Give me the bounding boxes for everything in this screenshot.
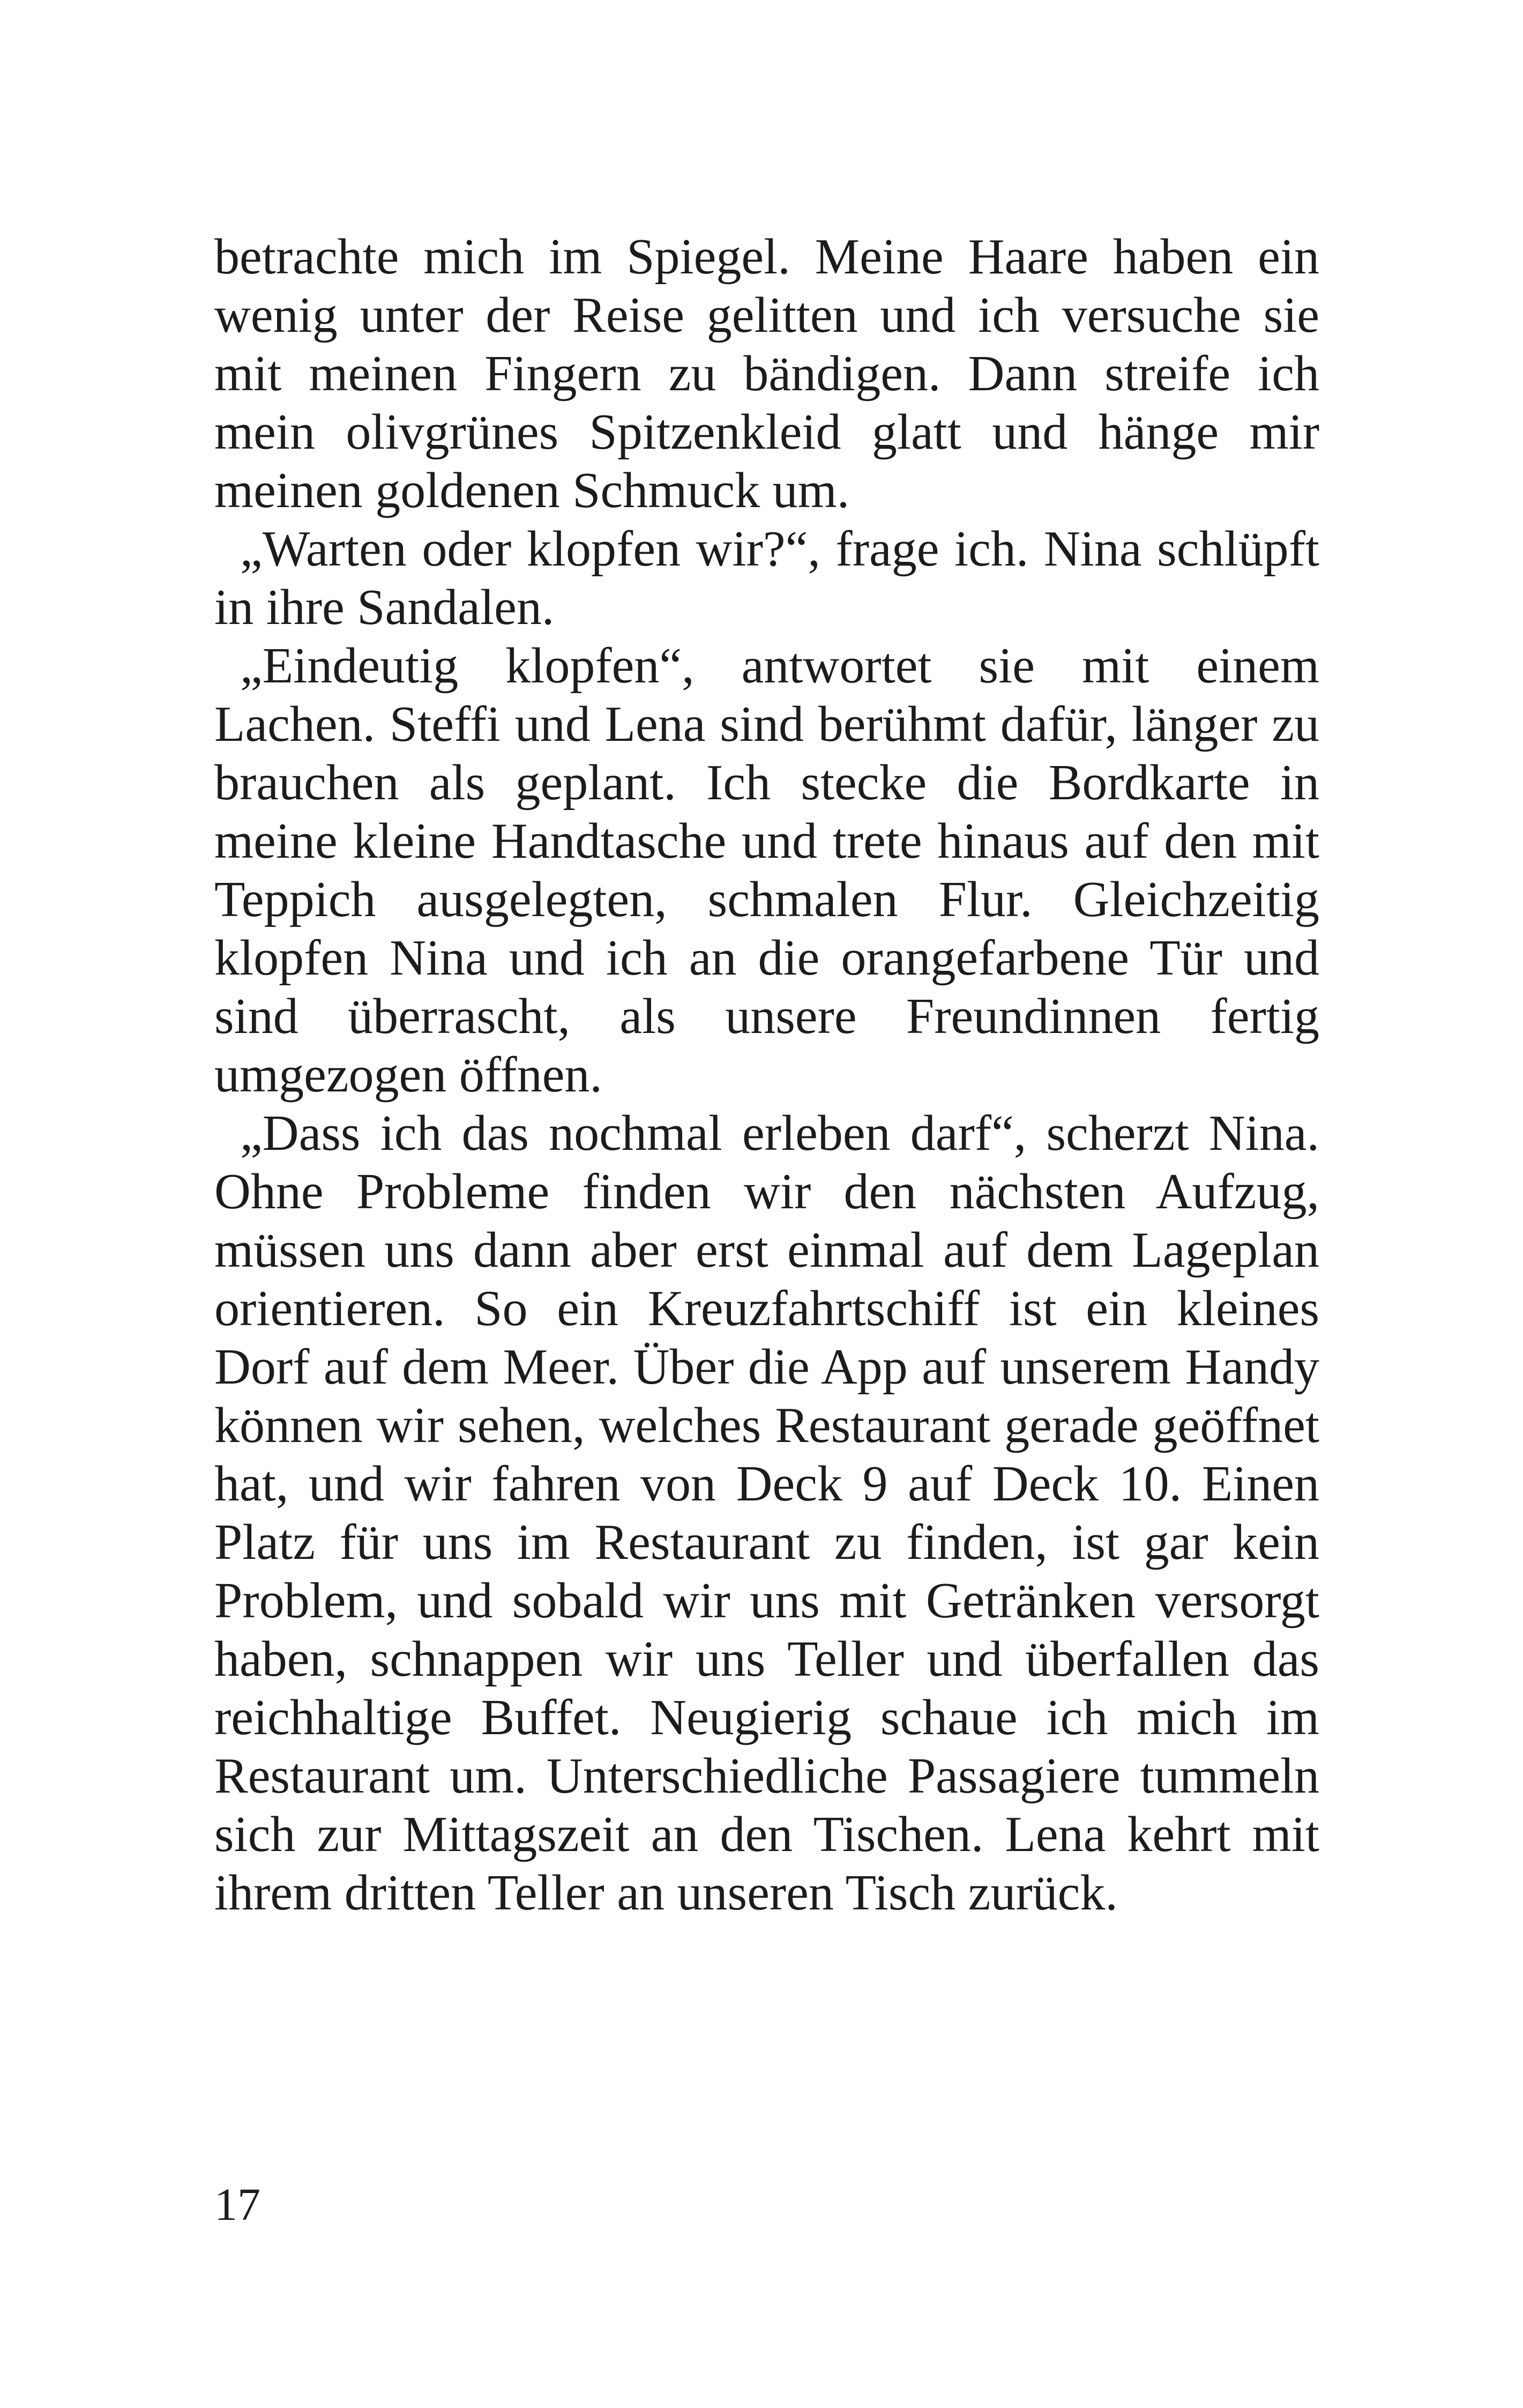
page-number: 17 bbox=[214, 2179, 260, 2230]
paragraph-continuation: betrachte mich im Spiegel. Meine Haare haben ein wenig unter der Reise gelitten und ich versuche sie mit meinen Fingern zu bändigen. Dann streife ich mein olivgrünes Spitzenkleid glatt und hänge mir meinen goldenen Schmuck um. bbox=[214, 229, 1319, 518]
paragraph-dialogue-warten: „Warten oder klopfen wir?“, frage ich. Nina schlüpft in ihre Sandalen. bbox=[214, 521, 1319, 635]
body-text bbox=[214, 228, 1319, 1922]
paragraph-dialogue-eindeutig: „Eindeutig klopfen“, antwortet sie mit einem Lachen. Steffi und Lena sind berühmt dafür, länger zu brauchen als geplant. Ich stecke die Bordkarte in meine kleine Handtasche und trete hinaus auf den mit Teppich ausgelegten, schmalen Flur. Gleichzeitig klopfen Nina und ich an die orangefarbene Tür und sind überrascht, als unsere Freundinnen fertig umgezogen öffnen. bbox=[214, 638, 1319, 1103]
paragraph-dialogue-dass: „Dass ich das nochmal erleben darf“, scherzt Nina. Ohne Probleme finden wir den nächsten Aufzug, müssen uns dann aber erst einmal auf dem Lageplan orientieren. So ein Kreuzfahrtschiff ist ein kleines Dorf auf dem Meer. Über die App auf unserem Handy können wir sehen, welches Restaurant gerade geöffnet hat, und wir fahren von Deck 9 auf Deck 10. Einen Platz für uns im Restaurant zu finden, ist gar kein Problem, und sobald wir uns mit Getränken versorgt haben, schnappen wir uns Teller und überfallen das reichhaltige Buffet. Neugierig schaue ich mich im Restaurant um. Unterschiedliche Passagiere tummeln sich zur Mittagszeit an den Tischen. Lena kehrt mit ihrem dritten Teller an unseren Tisch zurück. bbox=[214, 1105, 1319, 1921]
